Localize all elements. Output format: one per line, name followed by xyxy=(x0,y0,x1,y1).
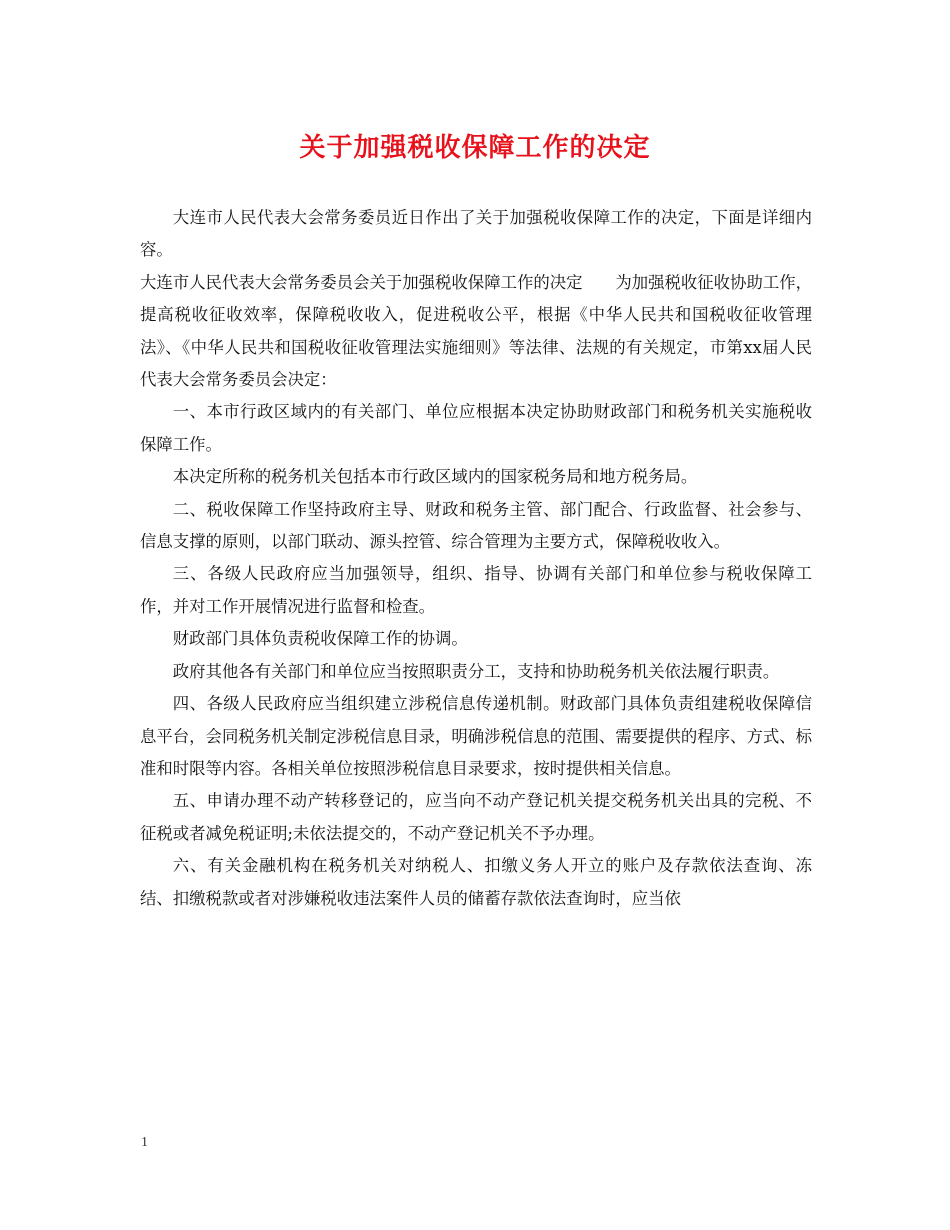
page-number: 1 xyxy=(141,1135,148,1150)
paragraph: 五、申请办理不动产转移登记的，应当向不动产登记机关提交税务机关出具的完税、不征税或者减免税证明;未依法提交的，不动产登记机关不予办理。 xyxy=(140,791,812,843)
paragraph: 大连市人民代表大会常务委员近日作出了关于加强税收保障工作的决定，下面是详细内容。 xyxy=(140,208,812,260)
paragraph: 六、有关金融机构在税务机关对纳税人、扣缴义务人开立的账户及存款依法查询、冻结、扣缴税款或者对涉嫌税收违法案件人员的储蓄存款依法查询时，应当依 xyxy=(140,856,812,908)
paragraph: 财政部门具体负责税收保障工作的协调。 xyxy=(172,629,468,649)
document-title: 关于加强税收保障工作的决定 xyxy=(299,133,651,163)
paragraph: 四、各级人民政府应当组织建立涉税信息传递机制。财政部门具体负责组建税收保障信息平台，会同税务机关制定涉税信息目录，明确涉税信息的范围、需要提供的程序、方式、标准和时限等内容。各相关单位按照涉税信息目录要求，按时提供相关信息。 xyxy=(140,694,813,778)
paragraph: 本决定所称的税务机关包括本市行政区域内的国家税务局和地方税务局。 xyxy=(172,467,698,487)
paragraph: 政府其他各有关部门和单位应当按照职责分工，支持和协助税务机关依法履行职责。 xyxy=(172,661,780,681)
paragraph: 一、本市行政区域内的有关部门、单位应根据本决定协助财政部门和税务机关实施税收保障工作。 xyxy=(140,402,812,454)
paragraph: 大连市人民代表大会常务委员会关于加强税收保障工作的决定 为加强税收征收协助工作，提高税收征收效率，保障税收收入，促进税收公平，根据《中华人民共和国税收征收管理法》、《中华人民共和国税收征收管理法实施细则》等法律、法规的有关规定，市第xx届人民代表大会常务委员会决定： xyxy=(140,272,813,390)
document-body xyxy=(140,202,812,915)
paragraph: 二、税收保障工作坚持政府主导、财政和税务主管、部门配合、行政监督、社会参与、信息支撑的原则，以部门联动、源头控管、综合管理为主要方式，保障税收收入。 xyxy=(140,499,812,552)
paragraph: 三、各级人民政府应当加强领导，组织、指导、协调有关部门和单位参与税收保障工作，并对工作开展情况进行监督和检查。 xyxy=(140,564,812,616)
